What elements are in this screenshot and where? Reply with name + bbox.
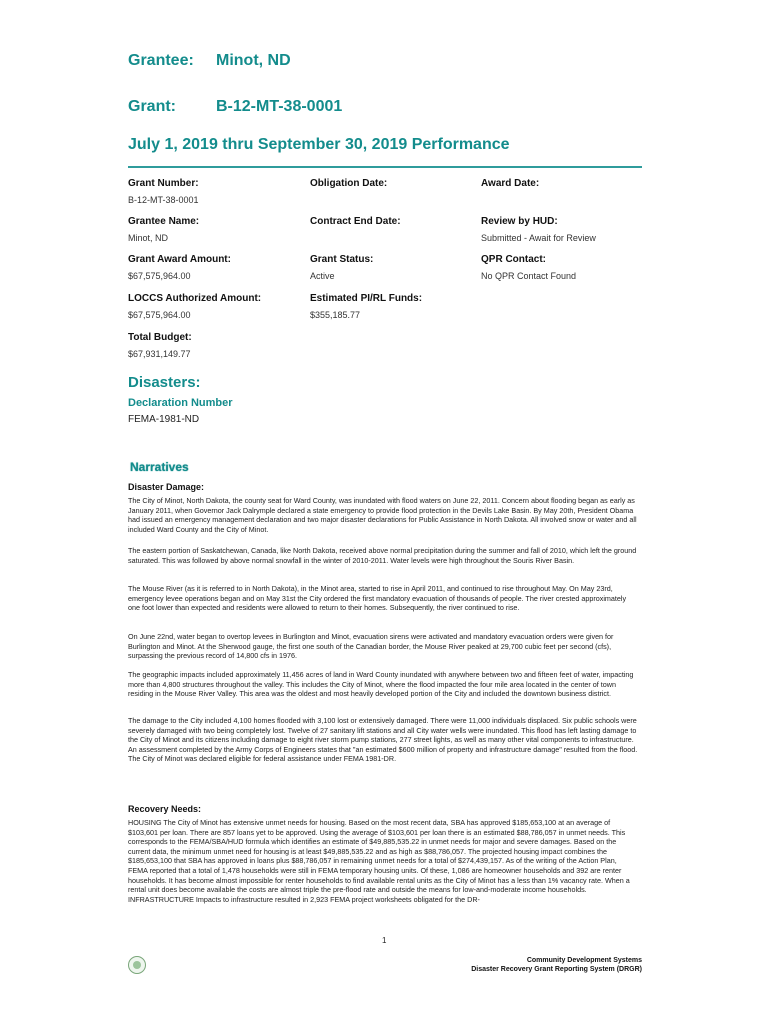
disaster-damage-paragraph-4: On June 22nd, water began to overtop levees in Burlington and Minot, evacuation sirens were activated and mandatory evacuation orders were given for Burlington and Minot. At the Sherwood gauge, the first one south of the Canadian border, the Mouse River peaked at 29,700 cubic feet per second (cfs), surpassing the previous record of 14,800 cfs in 1976. bbox=[128, 632, 614, 661]
review-by-hud-value: Submitted - Await for Review bbox=[481, 233, 596, 243]
hud-seal-icon bbox=[128, 956, 146, 974]
field-estimated-pirl-funds bbox=[310, 293, 422, 320]
recovery-needs-label: Recovery Needs: bbox=[128, 804, 202, 814]
field-award-date bbox=[481, 178, 539, 195]
grantee-name-value: Minot, ND bbox=[128, 233, 169, 243]
disasters-title: Disasters: bbox=[128, 374, 201, 391]
disaster-damage-paragraph-3: The Mouse River (as it is referred to in North Dakota), in the Minot area, started to rise in April 2011, and continued to rise throughout May. On May 23rd, emergency levee operations began and on May 31st the City ordered the first mandatory evacuation of thousands of people. The river crested approximately one foot lower than expected and residents were allowed to return to their homes. Subsequently, the river continued to rise. bbox=[128, 584, 627, 613]
page-number: 1 bbox=[382, 936, 387, 945]
grant-value: B-12-MT-38-0001 bbox=[216, 98, 343, 115]
field-grant-number bbox=[128, 178, 199, 205]
recovery-needs-text: HOUSING The City of Minot has extensive unmet needs for housing. Based on the most recent data, SBA has approved $185,653,100 at an average of $103,601 per loan. There are 857 loans yet to be approved. Using the average of $103,601 per loan there is an estimated $88,786,057 in unmet needs. This corresponds to the FEMA/SBA/HUD formula which identifies an estimate of $49,885,535.22 in unmet needs for major and severe damages. Based on the current data, the minimum unmet need for housing is at least $49,885,535.22 and as high as $88,786,057. The projected housing impact combines the $185,653,100 that SBA has approved in loans plus $88,786,057 in remaining unmet needs for a total of $274,439,157. As of the writing of the Action Plan, FEMA reported that a total of 1,478 households were still in FEMA temporary housing units. Of these, 1,086 are homeowner households and 392 are renter households. It has become almost impossible for renter households to find available rental units as the City of Minot has a less than 1% vacancy rate. When a rental unit does become available the costs are almost triple the pre-flood rate and outside the means for low-and-moderate income households. INFRASTRUCTURE Impacts to infrastructure resulted in 2,923 FEMA project worksheets obligated for the DR- bbox=[128, 818, 630, 904]
footer-report-name: Disaster Recovery Grant Reporting System (DRGR) bbox=[471, 966, 642, 973]
loccs-authorized-amount-value: $67,575,964.00 bbox=[128, 310, 191, 320]
declaration-number-label: Declaration Number bbox=[128, 397, 233, 409]
grant-award-amount-value: $67,575,964.00 bbox=[128, 271, 191, 281]
grantee-label: Grantee: bbox=[128, 52, 194, 69]
field-grant-status bbox=[310, 254, 373, 281]
grant-award-amount-label: Grant Award Amount: bbox=[128, 254, 231, 265]
field-review-by-hud bbox=[481, 216, 596, 243]
field-contract-end-date bbox=[310, 216, 401, 233]
grant-status-value: Active bbox=[310, 271, 335, 281]
header-divider bbox=[128, 166, 642, 168]
disaster-damage-paragraph-6: The damage to the City included 4,100 homes flooded with 3,100 lost or extensively damaged. There were 11,000 individuals displaced. Six public schools were severely damaged with two being completely lost. Twelve of 27 sanitary lift stations and all City water wells were inundated. This flood has left lasting damage to the City of Minot and its citizens including damage to eight river storm pump stations, 277 street lights, as well as many other vital components to infrastructure. An assessment completed by the Army Corps of Engineers states that "an estimated $600 million of property and infrastructure damage" resulted from the flood. The City of Minot was declared eligible for federal assistance under FEMA 1981-DR. bbox=[128, 716, 638, 764]
narratives-title: Narratives bbox=[130, 460, 189, 474]
footer-system-name: Community Development Systems bbox=[526, 957, 642, 964]
estimated-pirl-funds-label: Estimated PI/RL Funds: bbox=[310, 293, 423, 304]
field-total-budget bbox=[128, 332, 192, 359]
grant-label: Grant: bbox=[128, 98, 176, 115]
loccs-authorized-amount-label: LOCCS Authorized Amount: bbox=[128, 293, 262, 304]
grant-heading bbox=[128, 98, 343, 116]
disaster-damage-paragraph-1: The City of Minot, North Dakota, the county seat for Ward County, was inundated with flood waters on June 22, 2011. Concern about flooding began as early as January 2011, when Governor Jack Dalrymple declared a state emergency to provide flood protection in the Devils Lake Basin. By May 20th, President Obama had issued an emergency management declaration and two major disaster declarations for Public Assistance in North Dakota. All involved snow or water and all included Ward County and the City of Minot. bbox=[128, 496, 637, 534]
total-budget-value: $67,931,149.77 bbox=[128, 349, 191, 359]
disaster-damage-paragraph-2: The eastern portion of Saskatchewan, Canada, like North Dakota, received above normal precipitation during the summer and fall of 2010, which left the ground saturated. This was followed by above normal snowfall in the winter of 2010-2011. Water levels were high throughout the Souris River Basin. bbox=[128, 546, 637, 565]
grantee-value: Minot, ND bbox=[216, 52, 291, 69]
field-grant-award-amount bbox=[128, 254, 231, 281]
grantee-heading bbox=[128, 52, 291, 70]
field-loccs-authorized-amount bbox=[128, 293, 261, 320]
contract-end-date-label: Contract End Date: bbox=[310, 216, 401, 227]
estimated-pirl-funds-value: $355,185.77 bbox=[310, 310, 361, 320]
obligation-date-label: Obligation Date: bbox=[310, 178, 388, 189]
grantee-name-label: Grantee Name: bbox=[128, 216, 200, 227]
declaration-number-value: FEMA-1981-ND bbox=[128, 414, 200, 425]
field-qpr-contact bbox=[481, 254, 576, 281]
grant-number-label: Grant Number: bbox=[128, 178, 199, 189]
award-date-label: Award Date: bbox=[481, 178, 540, 189]
period-title: July 1, 2019 thru September 30, 2019 Performance bbox=[128, 136, 510, 153]
grant-status-label: Grant Status: bbox=[310, 254, 374, 265]
disaster-damage-label: Disaster Damage: bbox=[128, 482, 205, 492]
qpr-contact-label: QPR Contact: bbox=[481, 254, 546, 265]
review-by-hud-label: Review by HUD: bbox=[481, 216, 558, 227]
field-obligation-date bbox=[310, 178, 387, 195]
grant-number-value: B-12-MT-38-0001 bbox=[128, 195, 199, 205]
disaster-damage-paragraph-5: The geographic impacts included approximately 11,456 acres of land in Ward County inundated with anywhere between two and fifteen feet of water, impacting more than 4,800 structures throughout the valley. This includes the City of Minot, where the flood impacted the four mile area located in the center of town residing in the Mouse River Valley. This area was the oldest and most heavily developed portion of the City and included the downtown business district. bbox=[128, 670, 634, 699]
field-grantee-name bbox=[128, 216, 199, 243]
total-budget-label: Total Budget: bbox=[128, 332, 192, 343]
qpr-contact-value: No QPR Contact Found bbox=[481, 271, 577, 281]
